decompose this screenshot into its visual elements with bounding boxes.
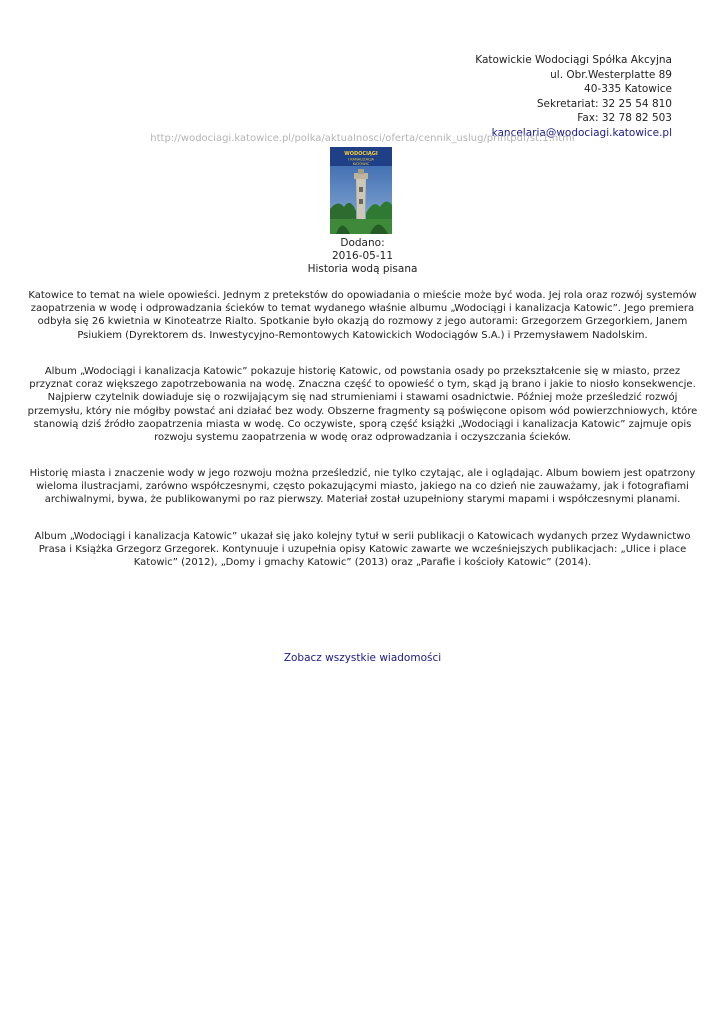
book-cover-image	[330, 147, 392, 234]
cover-title-line1: WODOCIĄGI	[344, 151, 378, 157]
book-cover-illustration	[330, 147, 392, 234]
article-title: Historia wodą pisana	[307, 263, 418, 276]
article-paragraph: Katowice to temat na wiele opowieści. Jednym z pretekstów do opowiadania o mieście może być woda. Jej rola oraz rozwój systemów zaopatrzenia w wodę i odprowadzania ścieków to temat wydanego właśnie albumu „Wodociągi i kanalizacja Katowic”. Jego premiera odbyła się 26 kwietnia w Kinoteatrze Rialto. Spotkanie było okazją do rozmowy z jego autorami: Grzegorzem Grzegorkiem, Janem Psiukiem (Dyrektorem ds. Inwestycyjno-Remontowych Katowickich Wodociągów S.A.) i Przemysławem Nadolskim.	[28, 290, 697, 341]
cover-title-line3: KATOWIC	[352, 162, 370, 166]
page-url: http://wodociagi.katowice.pl/polka/aktualnosci/oferta/cennik_uslug/printpdf/st:1.html	[150, 133, 575, 144]
article-paragraph: Historię miasta i znaczenie wody w jego rozwoju można prześledzić, nie tylko czytając, ale i oglądając. Album bowiem jest opatrzony wieloma ilustracjami, zarówno współczesnymi, często pokazującymi miasto, jakiego na co dzień nie zauważamy, jak i fotografiami archiwalnymi, bywa, że publikowanymi po raz pierwszy. Materiał został uzupełniony starymi mapami i współczesnymi planami.	[29, 468, 696, 506]
company-name: Katowickie Wodociągi Spółka Akcyjna	[475, 54, 672, 66]
company-secretariat: Sekretariat: 32 25 54 810	[536, 97, 672, 110]
article-meta	[0, 237, 725, 277]
company-email-link[interactable]: kancelaria@wodociagi.katowice.pl	[491, 126, 672, 139]
cover-title-line2: I KANALIZACJA	[348, 157, 374, 162]
article-paragraph: Album „Wodociągi i kanalizacja Katowic” ukazał się jako kolejny tytuł w serii publikacji o Katowicach wydanych przez Wydawnictwo Prasa i Książka Grzegorz Grzegorek. Kontynuuje i uzupełnia opisy Katowic zawarte we wcześniejszych publikacjach: „Ulice i place Katowic” (2012), „Domy i gmachy Katowic” (2013) oraz „Parafie i kościoły Katowic” (2014).	[34, 531, 691, 569]
article-paragraph: Album „Wodociągi i kanalizacja Katowic” pokazuje historię Katowic, od powstania osady po przekształcenie się w miasto, przez przyznat coraz większego zapotrzebowania na wodę. Znaczna część to opowieść o tym, skąd ją brano i jakie to niosło konsekwencje. Najpierw czytelnik dowiaduje się o rozwijającym się nad strumieniami i stawami osadnictwie. Później może prześledzić rozwój przemysłu, który nie mógłby powstać ani działać bez wody. Obszerne fragmenty są poświęcone opisom wód powierzchniowych, które stanowią dziś źródło zaopatrzenia miasta w wodę. Co oczywiste, sporą część książki „Wodociągi i kanalizacja Katowic” zajmuje opis rozwoju systemu zaopatrzenia w wodę oraz odprowadzania i oczyszczania ścieków.	[27, 366, 698, 444]
article-date: 2016-05-11	[331, 250, 394, 263]
company-city: 40-335 Katowice	[584, 83, 672, 96]
added-label: Dodano:	[340, 237, 385, 249]
company-fax: Fax: 32 78 82 503	[577, 112, 672, 125]
company-header	[475, 53, 672, 141]
see-all-news-link[interactable]: Zobacz wszystkie wiadomości	[283, 652, 442, 664]
company-street: ul. Obr.Westerplatte 89	[550, 68, 672, 81]
